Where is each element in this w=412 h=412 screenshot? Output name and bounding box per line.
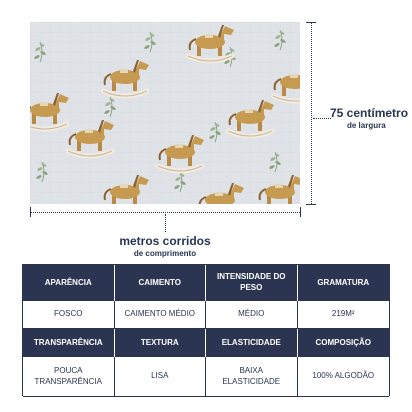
spec-value-composicao: 100% ALGODÃO	[298, 357, 390, 397]
spec-header-textura: TEXTURA	[115, 329, 207, 357]
spec-value-caimento: CAIMENTO MÉDIO	[115, 301, 207, 329]
length-tick-right	[300, 207, 301, 217]
length-sublabel: de comprimento	[133, 249, 197, 258]
width-dimension-line	[311, 22, 312, 204]
width-connector	[313, 118, 331, 119]
spec-value-intensidade: MÉDIO	[206, 301, 298, 329]
fabric-swatch	[30, 22, 300, 204]
width-tick-bottom	[306, 204, 316, 205]
spec-header-caimento: CAIMENTO	[115, 265, 207, 301]
spec-header-composicao: COMPOSIÇÃO	[298, 329, 390, 357]
rocking-horse-pattern	[30, 22, 300, 204]
spec-header-gramatura: GRAMATURA	[298, 265, 390, 301]
spec-header-intensidade: INTENSIDADE DO PESO	[206, 265, 298, 301]
length-label: metros corridos	[119, 234, 211, 248]
spec-value-transparencia: POUCA TRANSPARÊNCIA	[23, 357, 115, 397]
width-label: 75 centímetro	[330, 106, 409, 120]
length-dimension-line	[30, 212, 300, 213]
spec-value-aparencia: FOSCO	[23, 301, 115, 329]
spec-value-textura: LISA	[115, 357, 207, 397]
length-tick-left	[30, 207, 31, 217]
spec-header-elasticidade: ELASTICIDADE	[206, 329, 298, 357]
spec-table	[22, 264, 390, 396]
spec-value-gramatura: 219M²	[298, 301, 390, 329]
spec-header-aparencia: APARÊNCIA	[23, 265, 115, 301]
spec-header-transparencia: TRANSPARÊNCIA	[23, 329, 115, 357]
spec-value-elasticidade: BAIXA ELASTICIDADE	[206, 357, 298, 397]
length-connector	[165, 214, 166, 232]
width-sublabel: de largura	[347, 121, 386, 130]
width-tick-top	[306, 22, 316, 23]
